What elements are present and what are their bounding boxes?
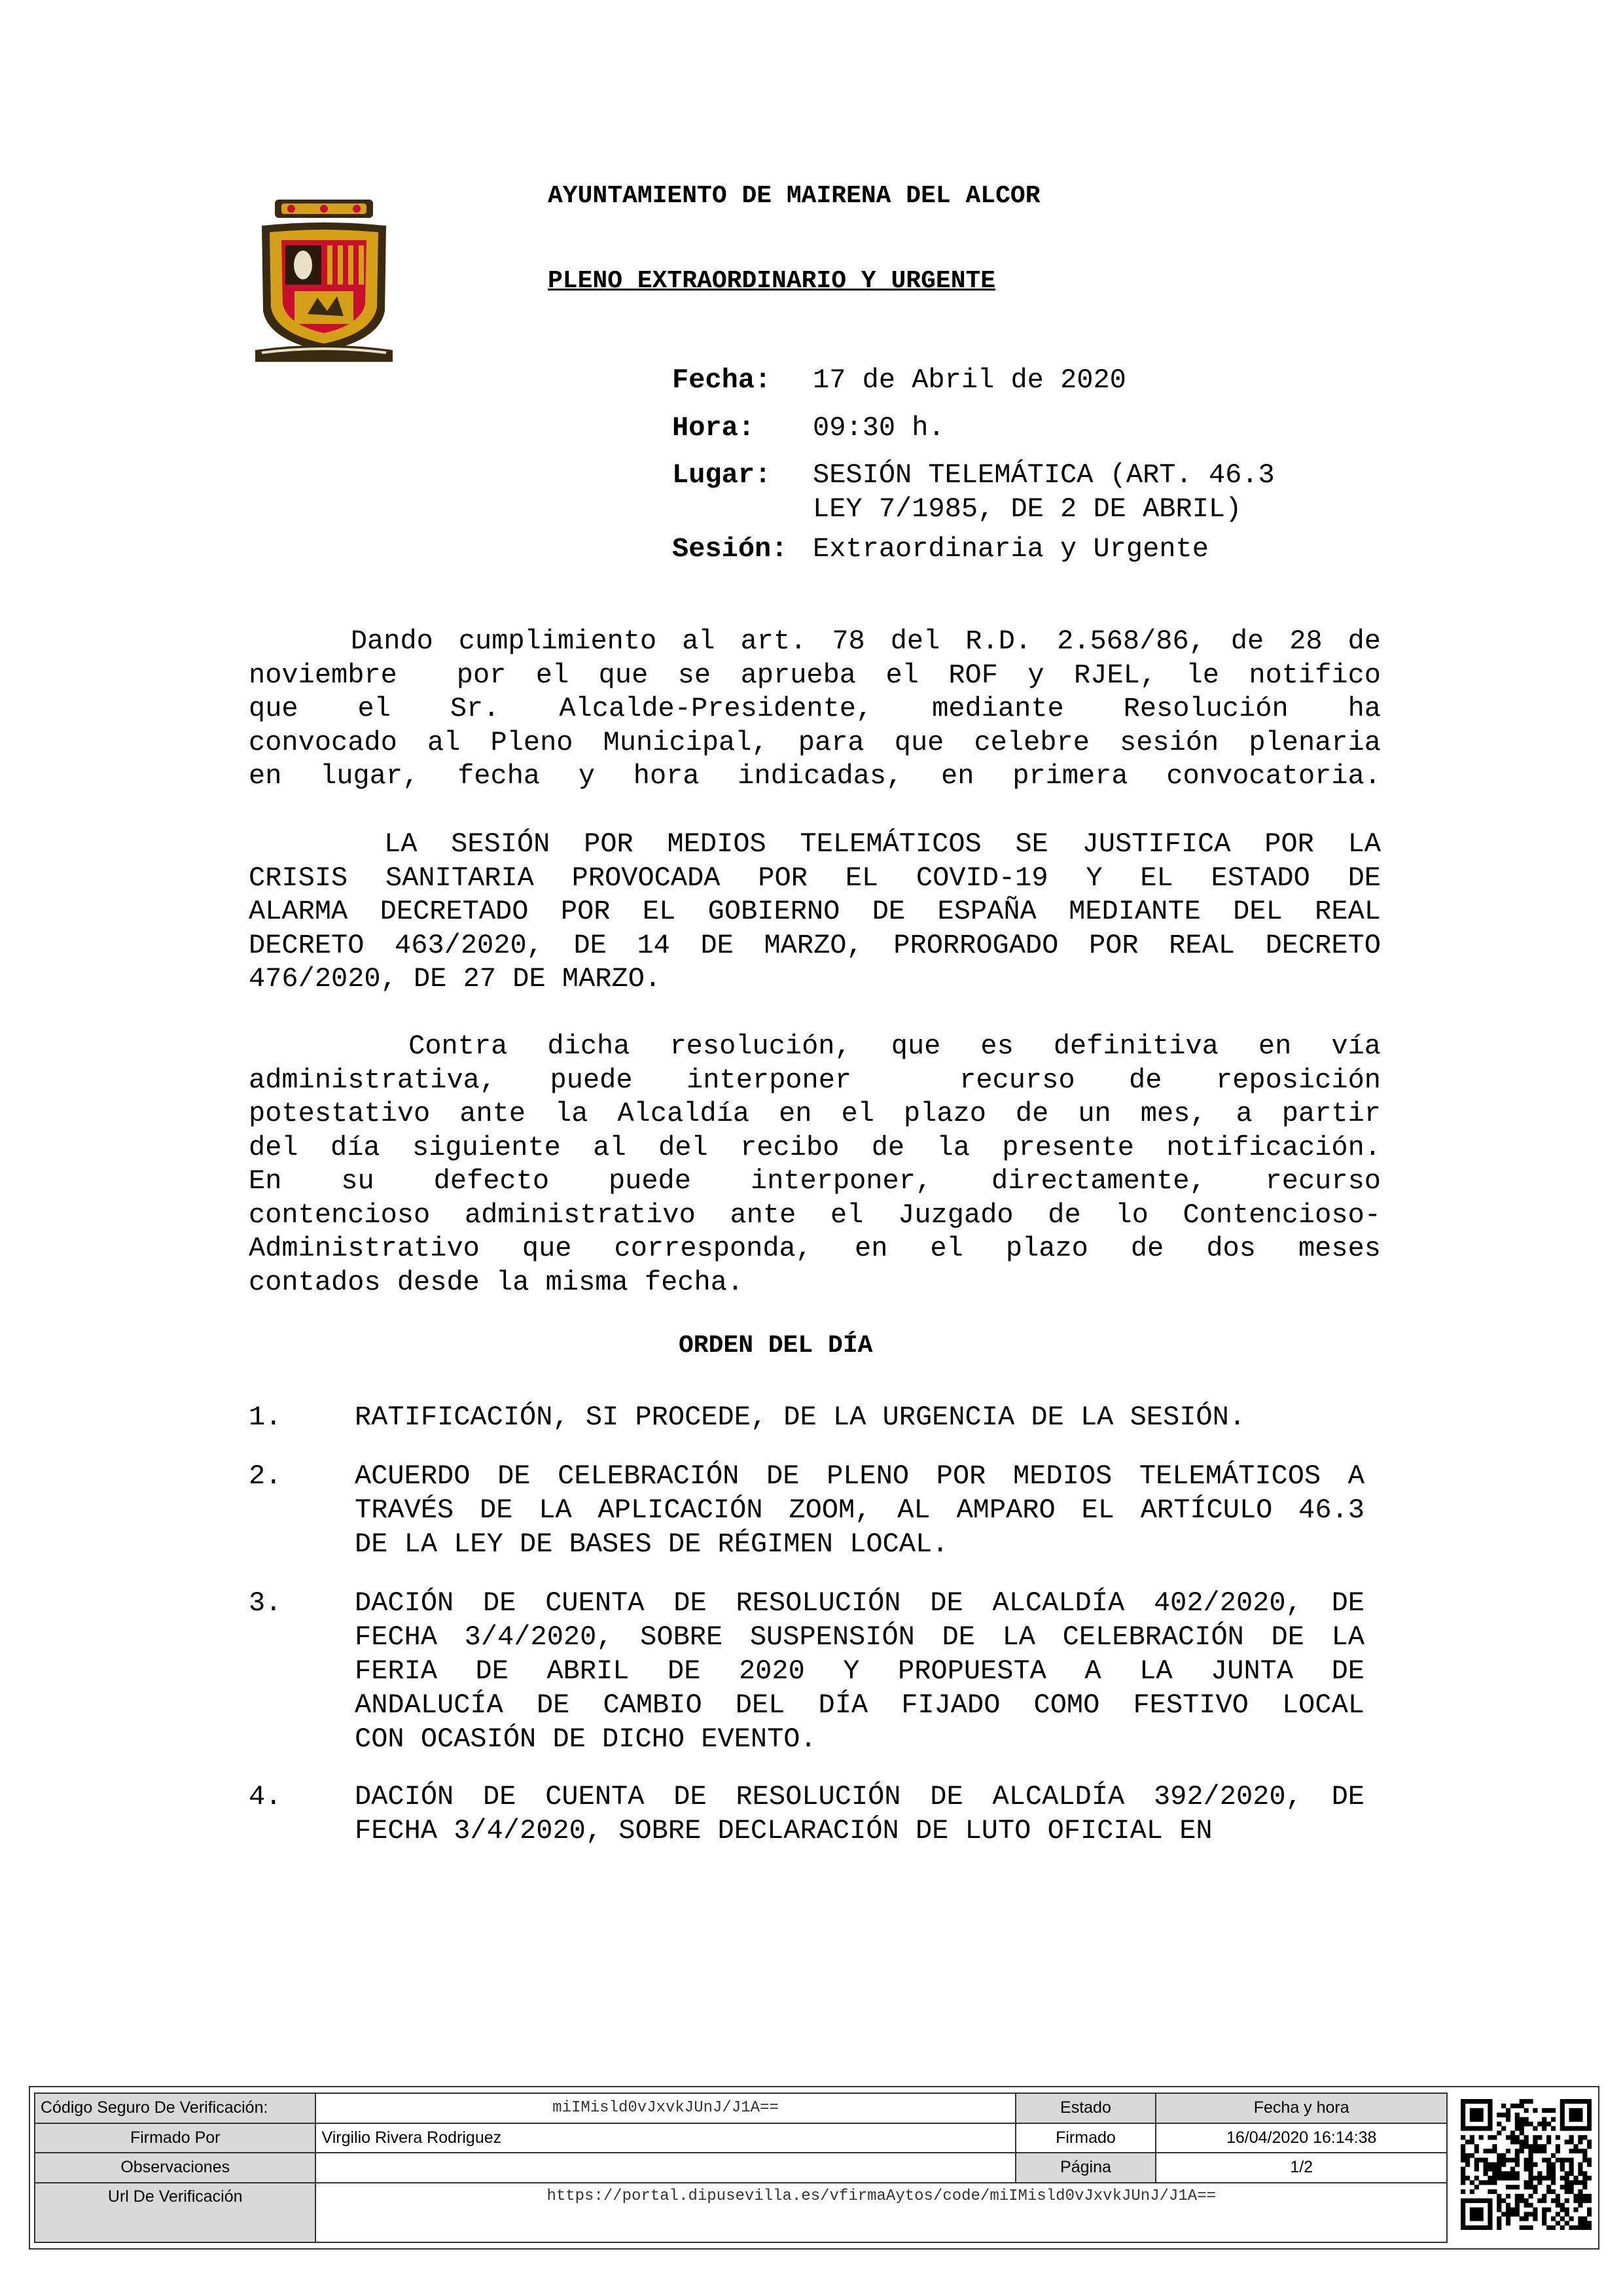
agenda-item-number: 4. (249, 1781, 282, 1812)
text-line: TRAVÉS DE LA APLICACIÓN ZOOM, AL AMPARO EL ARTÍCULO 46.3 (355, 1494, 1364, 1526)
firmado-por-value: Virgilio Rivera Rodriguez (315, 2123, 1015, 2153)
text-line: contencioso administrativo ante el Juzgado de lo Contencioso- (249, 1199, 1381, 1231)
pagina-label: Página (1016, 2153, 1156, 2183)
fecha-hora-label: Fecha y hora (1156, 2093, 1447, 2123)
text-line: FECHA 3/4/2020, SOBRE SUSPENSIÓN DE LA CELEBRACIÓN DE LA (355, 1621, 1364, 1653)
observaciones-label: Observaciones (35, 2153, 315, 2183)
text-line: DACIÓN DE CUENTA DE RESOLUCIÓN DE ALCALDÍA 402/2020, DE (355, 1587, 1364, 1619)
text-line: ALARMA DECRETADO POR EL GOBIERNO DE ESPAÑA MEDIANTE DEL REAL (249, 896, 1381, 927)
text-line: del día siguiente al del recibo de la presente notificación. (249, 1131, 1381, 1163)
pagina-value: 1/2 (1156, 2153, 1447, 2183)
csv-value: miIMisld0vJxvkJUnJ/J1A== (315, 2093, 1015, 2123)
text-line: DACIÓN DE CUENTA DE RESOLUCIÓN DE ALCALDÍA 392/2020, DE (355, 1781, 1364, 1812)
municipal-crest-icon (255, 200, 393, 362)
text-line: FECHA 3/4/2020, SOBRE DECLARACIÓN DE LUTO OFICIAL EN (355, 1815, 1213, 1846)
hora-value: 09:30 h. (813, 412, 945, 444)
text-line: DE LA LEY DE BASES DE RÉGIMEN LOCAL. (355, 1528, 949, 1560)
text-line: ACUERDO DE CELEBRACIÓN DE PLENO POR MEDIOS TELEMÁTICOS A (355, 1460, 1364, 1492)
paragraph-justificacion (249, 828, 1381, 997)
meta-lugar (672, 458, 1275, 526)
agenda-item-number: 3. (249, 1587, 282, 1619)
verification-table (34, 2093, 1448, 2243)
fecha-value: 17 de Abril de 2020 (813, 364, 1126, 396)
text-line: en lugar, fecha y hora indicadas, en primera convocatoria. (249, 760, 1381, 792)
qr-code-icon (1461, 2099, 1592, 2230)
lugar-value (813, 458, 1275, 526)
text-line: FERIA DE ABRIL DE 2020 Y PROPUESTA A LA JUNTA DE (355, 1655, 1364, 1687)
orden-del-dia-title: ORDEN DEL DÍA (679, 1332, 873, 1360)
agenda-item-number: 1. (249, 1402, 282, 1433)
csv-label: Código Seguro De Verificación: (35, 2093, 315, 2123)
sesion-label: Sesión: (672, 533, 788, 565)
text-line: noviembre por el que se aprueba el ROF y RJEL, le notifico (249, 659, 1381, 691)
agenda-item-number: 2. (249, 1460, 282, 1492)
fecha-label: Fecha: (672, 364, 772, 396)
url-label: Url De Verificación (35, 2183, 315, 2242)
paragraph-convocatoria (249, 625, 1381, 794)
lugar-value-line-2: LEY 7/1985, DE 2 DE ABRIL) (813, 493, 1242, 525)
text-line: Dando cumplimiento al art. 78 del R.D. 2.568/86, de 28 de (249, 626, 1381, 657)
fecha-hora-value: 16/04/2020 16:14:38 (1156, 2123, 1447, 2153)
text-line: administrativa, puede interponer recurso de reposición (249, 1064, 1381, 1096)
text-line: DECRETO 463/2020, DE 14 DE MARZO, PRORROGADO POR REAL DECRETO (249, 929, 1381, 961)
text-line: CRISIS SANITARIA PROVOCADA POR EL COVID-19 Y EL ESTADO DE (249, 862, 1381, 894)
lugar-value-line-1: SESIÓN TELEMÁTICA (ART. 46.3 (813, 459, 1275, 491)
text-line: contados desde la misma fecha. (249, 1266, 744, 1298)
text-line: ANDALUCÍA DE CAMBIO DEL DÍA FIJADO COMO FESTIVO LOCAL (355, 1689, 1364, 1721)
text-line: En su defecto puede interponer, directamente, recurso (249, 1165, 1381, 1197)
sesion-value: Extraordinaria y Urgente (813, 533, 1209, 565)
hora-label: Hora: (672, 412, 755, 444)
estado-label: Estado (1016, 2093, 1156, 2123)
meta-fecha (672, 363, 1126, 397)
text-line: convocado al Pleno Municipal, para que celebre sesión plenaria (249, 726, 1381, 758)
firmado-por-label: Firmado Por (35, 2123, 315, 2153)
session-type-title: PLENO EXTRAORDINARIO Y URGENTE (548, 267, 996, 295)
verification-footer (29, 2086, 1599, 2250)
text-line: Contra dicha resolución, que es definitiva en vía (249, 1031, 1381, 1062)
text-line: CON OCASIÓN DE DICHO EVENTO. (355, 1723, 817, 1755)
text-line: RATIFICACIÓN, SI PROCEDE, DE LA URGENCIA DE LA SESIÓN. (355, 1402, 1246, 1433)
text-line: que el Sr. Alcalde-Presidente, mediante Resolución ha (249, 693, 1381, 724)
meta-sesion (672, 532, 1209, 566)
lugar-label: Lugar: (672, 459, 772, 491)
text-line: potestativo ante la Alcaldía en el plazo de un mes, a partir (249, 1098, 1381, 1129)
verification-url[interactable]: https://portal.dipusevilla.es/vfirmaAytos/code/miIMisld0vJxvkJUnJ/J1A== (315, 2183, 1447, 2242)
observaciones-value (315, 2153, 1015, 2183)
meta-hora (672, 411, 945, 445)
text-line: 476/2020, DE 27 DE MARZO. (249, 963, 662, 995)
text-line: LA SESIÓN POR MEDIOS TELEMÁTICOS SE JUSTIFICA POR LA (249, 828, 1381, 860)
estado-value: Firmado (1016, 2123, 1156, 2153)
text-line: Administrativo que corresponda, en el plazo de dos meses (249, 1233, 1381, 1264)
paragraph-recursos (249, 1030, 1381, 1299)
institution-title: AYUNTAMIENTO DE MAIRENA DEL ALCOR (548, 182, 1041, 210)
